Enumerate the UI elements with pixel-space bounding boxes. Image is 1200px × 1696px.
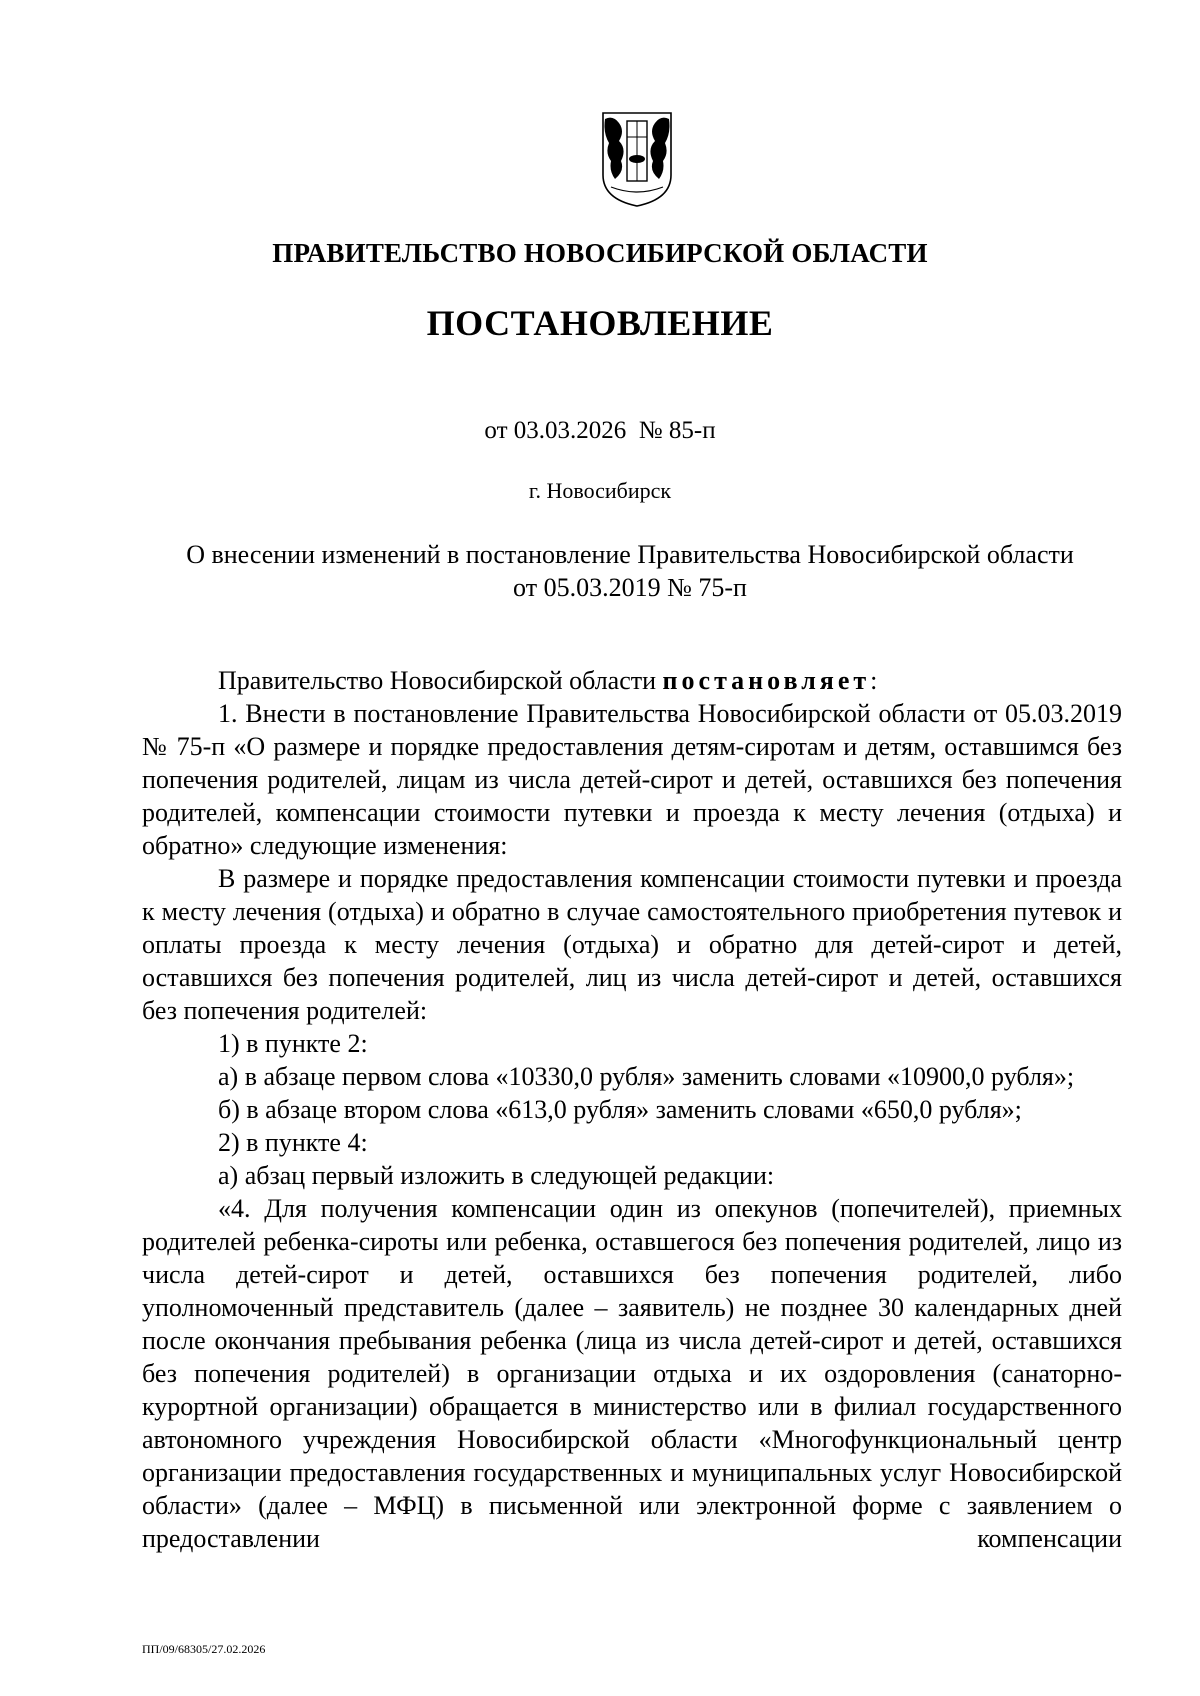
subject-line-2: от 05.03.2019 № 75-п: [513, 573, 747, 602]
document-city: г. Новосибирск: [528, 478, 672, 503]
document-body: [142, 664, 1122, 1555]
paragraph-4: а) в абзаце первом слова «10330,0 рубля» заменить словами «10900,0 рубля»;: [218, 1062, 1075, 1091]
intro-paragraph: [142, 664, 1122, 697]
paragraph-7: а) абзац первый изложить в следующей редакции:: [218, 1161, 775, 1190]
coat-of-arms-emblem: [597, 109, 677, 209]
paragraph-6: 2) в пункте 4:: [218, 1128, 368, 1157]
subject-line-1: О внесении изменений в постановление Правительства Новосибирской области: [186, 540, 1074, 569]
paragraph-5: б) в абзаце втором слова «613,0 рубля» заменить словами «650,0 рубля»;: [218, 1095, 1022, 1124]
document-subject: [140, 538, 1120, 604]
intro-decree-word: постановляет: [662, 666, 871, 695]
organization-title: ПРАВИТЕЛЬСТВО НОВОСИБИРСКОЙ ОБЛАСТИ: [272, 238, 928, 268]
footer-document-code: ПП/09/68305/27.02.2026: [142, 1642, 266, 1656]
document-date-number: от 03.03.2026 № 85-п: [484, 417, 716, 444]
paragraph-2: В размере и порядке предоставления компенсации стоимости путевки и проезда к месту лечения (отдыха) и обратно в случае самостоятельного приобретения путевок и оплаты проезда к месту лечения (отдыха) и обратно для детей-сирот и детей, оставшихся без попечения родителей, лиц из числа детей-сирот и детей, оставшихся без попечения родителей:: [142, 864, 1122, 1025]
paragraph-3: 1) в пункте 2:: [218, 1029, 368, 1058]
paragraph-8: «4. Для получения компенсации один из опекунов (попечителей), приемных родителей ребенка-сироты или ребенка, оставшегося без попечения родителей, лицо из числа детей-сирот и детей, оставшихся без попечения родителей, либо уполномоченный представитель (далее – заявитель) не позднее 30 календарных дней после окончания пребывания ребенка (лица из числа детей-сирот и детей, оставшихся без попечения родителей) в организации отдыха и их оздоровления (санаторно-курортной организации) обращается в министерство или в филиал государственного автономного учреждения Новосибирской области «Многофункциональный центр организации предоставления государственных и муниципальных услуг Новосибирской области» (далее – МФЦ) в письменной или электронной форме с заявлением о предоставлении компенсации: [142, 1194, 1122, 1553]
document-type-heading: ПОСТАНОВЛЕНИЕ: [426, 303, 774, 343]
intro-prefix: Правительство Новосибирской области: [218, 666, 663, 695]
intro-suffix: :: [870, 666, 878, 695]
paragraph-1: 1. Внести в постановление Правительства Новосибирской области от 05.03.2019 № 75-п «О размере и порядке предоставления детям-сиротам и детям, оставшимся без попечения родителей, лицам из числа детей-сирот и детей, оставшихся без попечения родителей, компенсации стоимости путевки и проезда к месту лечения (отдыха) и обратно» следующие изменения:: [142, 699, 1122, 860]
